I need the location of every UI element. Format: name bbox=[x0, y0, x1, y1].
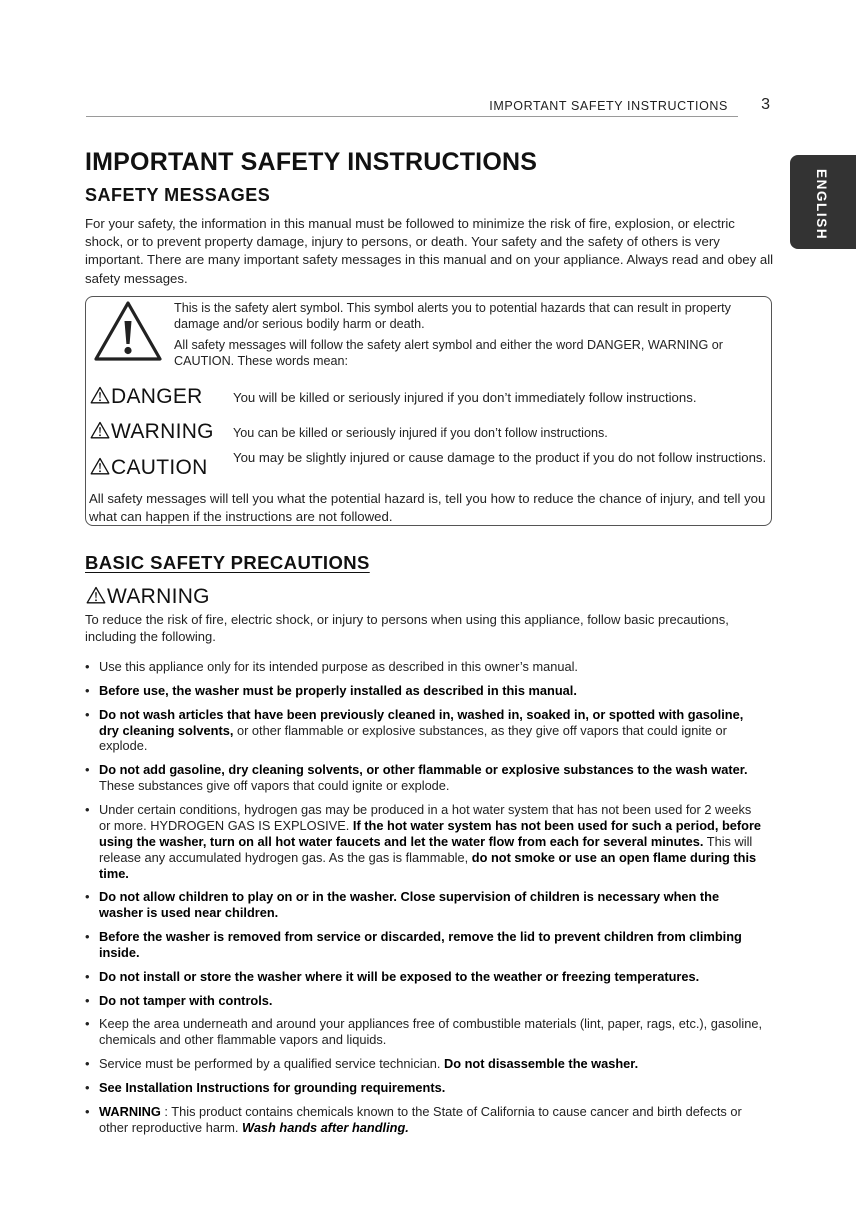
page-title: IMPORTANT SAFETY INSTRUCTIONS bbox=[85, 148, 538, 176]
safety-messages-box bbox=[85, 296, 772, 526]
list-item: • Do not wash articles that have been previously cleaned in, washed in, soaked in, or spotted with gasoline, dry cleaning solvents, or other flammable or explosive substances, as they give off vapors that could ignite or explode. bbox=[85, 707, 765, 755]
warning-triangle-icon bbox=[90, 457, 110, 475]
language-tab bbox=[790, 155, 856, 249]
precautions-list bbox=[85, 659, 765, 1143]
alert-symbol-description: This is the safety alert symbol. This symbol alerts you to potential hazards that can result in property damage and/or serious bodily harm or death. bbox=[174, 301, 731, 331]
warning-description: You can be killed or seriously injured if you don’t follow instructions. bbox=[233, 426, 608, 440]
caution-label: CAUTION bbox=[111, 456, 208, 479]
safety-box-footer: All safety messages will tell you what the potential hazard is, tell you how to reduce the chance of injury, and tell you what can happen if the instructions are not followed. bbox=[89, 491, 766, 524]
basic-precautions-heading: BASIC SAFETY PRECAUTIONS bbox=[85, 552, 370, 573]
danger-label: DANGER bbox=[111, 385, 203, 408]
caution-signal-word bbox=[90, 456, 208, 480]
danger-description: You will be killed or seriously injured if you don’t immediately follow instructions. bbox=[233, 390, 697, 405]
list-item: • Do not tamper with controls. bbox=[85, 993, 765, 1009]
page-number: 3 bbox=[761, 96, 770, 113]
list-item: • Before the washer is removed from service or discarded, remove the lid to prevent children from climbing inside. bbox=[85, 929, 765, 961]
list-item: • Use this appliance only for its intended purpose as described in this owner’s manual. bbox=[85, 659, 765, 675]
basic-precautions-intro: To reduce the risk of fire, electric shock, or injury to persons when using this appliance, follow basic precautions, including the following. bbox=[85, 612, 729, 644]
warning-label: WARNING bbox=[111, 420, 214, 443]
alert-words-description: All safety messages will follow the safety alert symbol and either the word DANGER, WARNING or CAUTION. These words mean: bbox=[174, 338, 723, 368]
list-item: • Under certain conditions, hydrogen gas may be produced in a hot water system that has not been used for 2 weeks or more. HYDROGEN GAS IS EXPLOSIVE. If the hot water system has not been used for such a period, before using the washer, turn on all hot water faucets and let the water flow from each for several minutes. This will release any accumulated hydrogen gas. As the gas is flammable, do not smoke or use an open flame during this time. bbox=[85, 802, 765, 882]
warning-row bbox=[90, 420, 768, 446]
list-item: • See Installation Instructions for grounding requirements. bbox=[85, 1080, 765, 1096]
safety-messages-intro: For your safety, the information in this manual must be followed to minimize the risk of fire, explosion, or electric shock, or to prevent property damage, injury to persons, or death. Your safety and the safety of others is very important. There are many important safety messages in this manual and on your appliance. Always read and obey all safety messages. bbox=[85, 216, 774, 286]
basic-warning-signal bbox=[86, 585, 210, 609]
language-tab-label: ENGLISH bbox=[814, 169, 829, 241]
caution-row bbox=[90, 450, 768, 487]
list-item: • Do not allow children to play on or in the washer. Close supervision of children is necessary when the washer is used near children. bbox=[85, 889, 765, 921]
running-header bbox=[86, 96, 772, 116]
caution-description: You may be slightly injured or cause damage to the product if you do not follow instructions. bbox=[233, 450, 767, 465]
danger-row bbox=[90, 385, 768, 411]
basic-warning-label: WARNING bbox=[107, 585, 210, 608]
danger-signal-word bbox=[90, 385, 203, 409]
list-item: • WARNING : This product contains chemicals known to the State of California to cause cancer and birth defects or other reproductive harm. Wash hands after handling. bbox=[85, 1104, 765, 1136]
running-header-title: IMPORTANT SAFETY INSTRUCTIONS bbox=[489, 99, 728, 113]
warning-triangle-icon bbox=[90, 386, 110, 404]
header-rule bbox=[86, 116, 738, 117]
warning-triangle-icon bbox=[90, 421, 110, 439]
warning-signal-word bbox=[90, 420, 214, 444]
list-item: • Service must be performed by a qualified service technician. Do not disassemble the washer. bbox=[85, 1056, 765, 1072]
list-item: • Keep the area underneath and around your appliances free of combustible materials (lint, paper, rags, etc.), gasoline, chemicals and other flammable vapors and liquids. bbox=[85, 1016, 765, 1048]
safety-alert-icon bbox=[92, 299, 164, 365]
warning-triangle-icon bbox=[86, 586, 106, 604]
list-item: • Do not install or store the washer where it will be exposed to the weather or freezing temperatures. bbox=[85, 969, 765, 985]
list-item: • Do not add gasoline, dry cleaning solvents, or other flammable or explosive substances to the wash water. These substances give off vapors that could ignite or explode. bbox=[85, 762, 765, 794]
list-item: • Before use, the washer must be properly installed as described in this manual. bbox=[85, 683, 765, 699]
safety-messages-heading: SAFETY MESSAGES bbox=[85, 185, 271, 205]
